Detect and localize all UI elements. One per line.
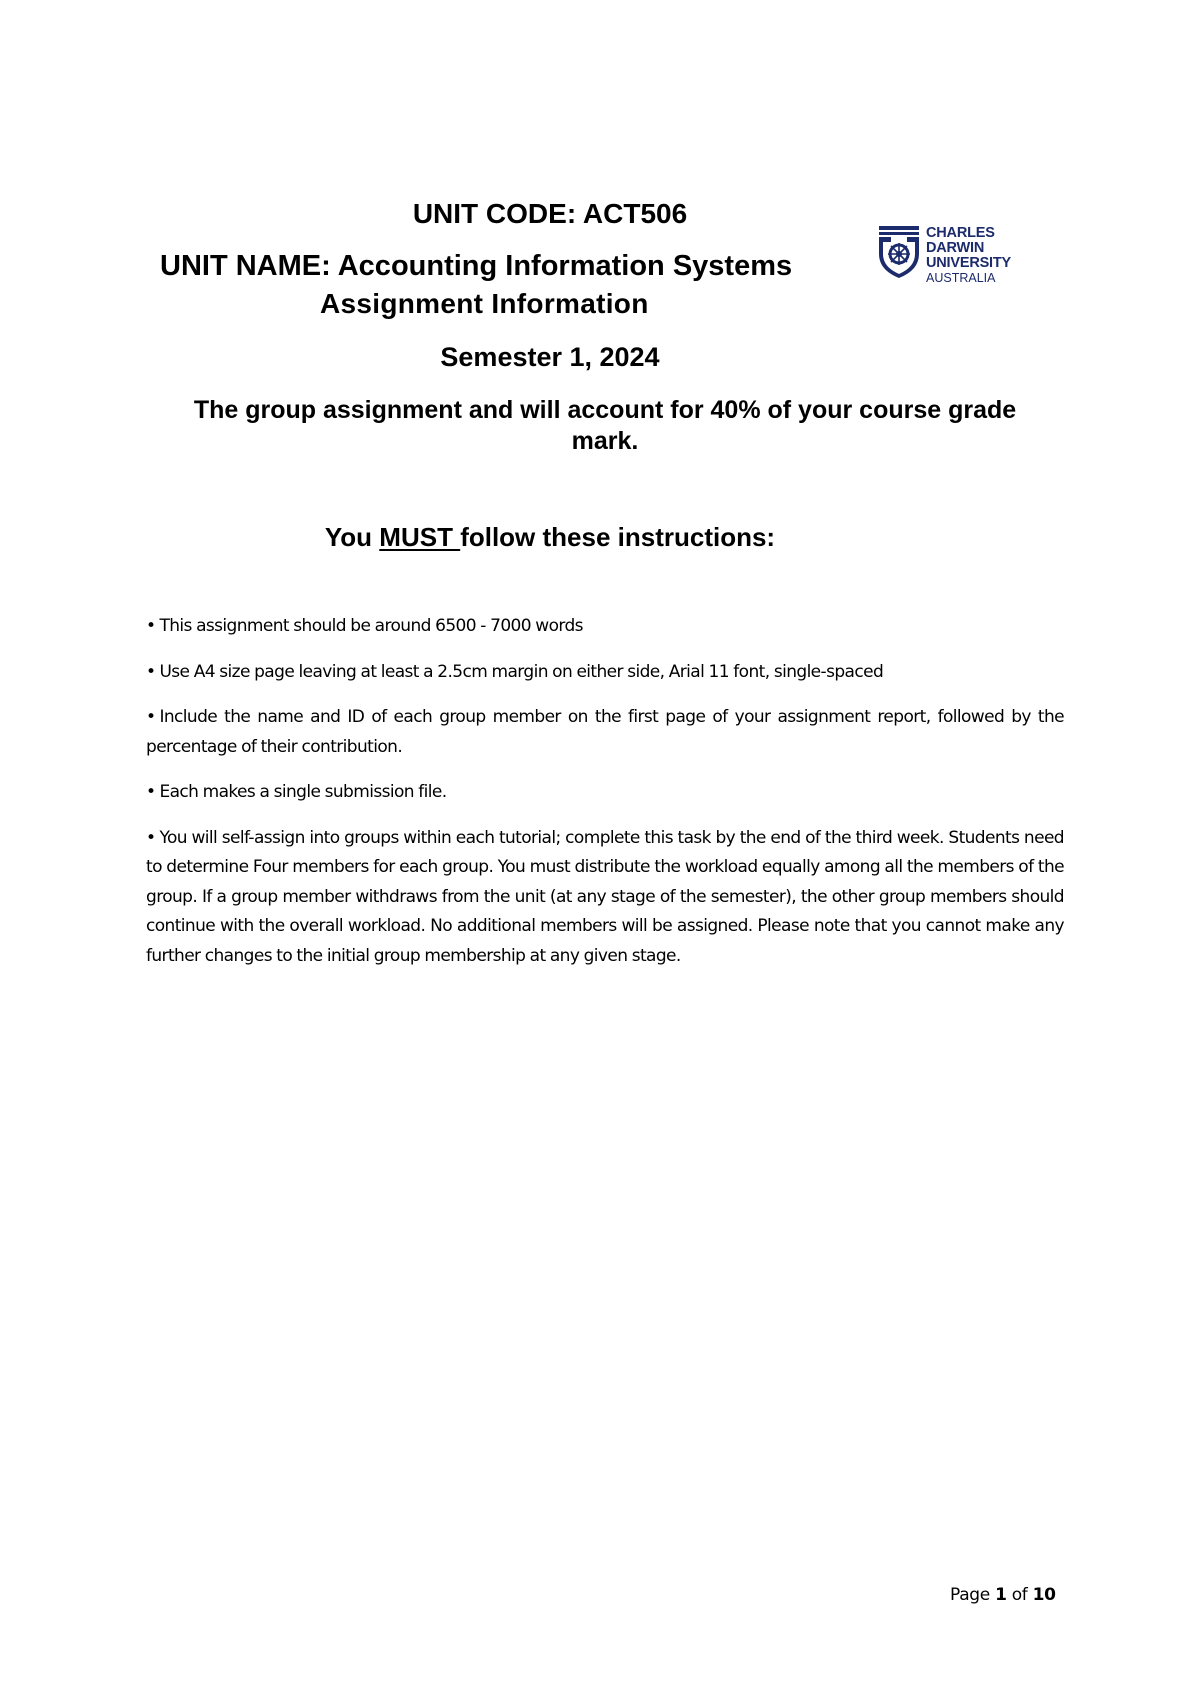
of-word: of xyxy=(1006,1585,1033,1605)
instructions-heading-post: follow these instructions: xyxy=(460,522,776,552)
instruction-item xyxy=(146,658,1064,688)
bullet-icon: • xyxy=(146,827,156,848)
page-total: 10 xyxy=(1032,1585,1056,1605)
page-number-footer xyxy=(950,1585,1056,1605)
instruction-item xyxy=(146,612,1064,642)
instruction-text: Include the name and ID of each group member on the first page of your assignment report, followed by the percentage of their contribution. xyxy=(146,707,1064,757)
bullet-icon: • xyxy=(146,616,156,636)
instructions-heading-emphasis: MUST xyxy=(379,522,461,552)
instruction-text: Use A4 size page leaving at least a 2.5cm margin on either side, Arial 11 font, single-spaced xyxy=(159,661,884,682)
logo-line-3: UNIVERSITY xyxy=(926,255,1012,271)
grade-weight-note: The group assignment and will account for 40% of your course grade mark. xyxy=(193,396,1017,455)
instruction-list xyxy=(146,612,1064,987)
shield-icon xyxy=(876,224,922,280)
semester-heading: Semester 1, 2024 xyxy=(440,342,660,372)
bullet-icon: • xyxy=(146,707,156,727)
logo-line-1: CHARLES xyxy=(926,225,995,241)
instruction-item xyxy=(146,778,1064,808)
instructions-heading-pre: You xyxy=(324,522,380,552)
instruction-item xyxy=(146,703,1064,762)
bullet-icon: • xyxy=(146,782,156,802)
unit-code-heading: UNIT CODE: ACT506 xyxy=(412,198,688,229)
logo-wordmark xyxy=(926,226,1011,286)
instructions-heading xyxy=(0,522,1100,553)
bullet-icon: • xyxy=(146,661,156,682)
logo-line-4: AUSTRALIA xyxy=(926,271,996,285)
assignment-info-heading: Assignment Information xyxy=(320,288,649,319)
page-current: 1 xyxy=(995,1585,1007,1605)
page-word: Page xyxy=(950,1585,996,1605)
instruction-text: You will self-assign into groups within each tutorial; complete this task by the end of the third week. Students need to determine Four members for each group. You must distribute the workload equally among all the members of the group. If a group member withdraws from the unit (at any stage of the semester), the other group members should continue with the overall workload. No additional members will be assigned. Please note that you cannot make any further changes to the initial group membership at any given stage. xyxy=(146,827,1064,966)
logo-line-2: DARWIN xyxy=(926,240,985,256)
university-logo xyxy=(876,224,1036,286)
instruction-text: Each makes a single submission file. xyxy=(159,782,447,802)
unit-name-heading: UNIT NAME: Accounting Information Systems xyxy=(160,250,793,282)
instruction-item xyxy=(146,824,1064,972)
instruction-text: This assignment should be around 6500 - 7000 words xyxy=(159,616,583,636)
